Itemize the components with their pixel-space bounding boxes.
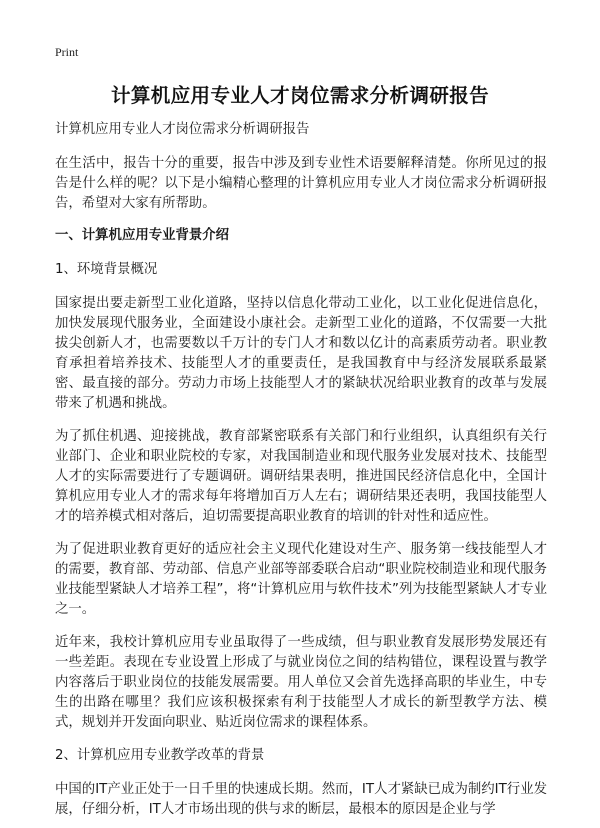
print-link[interactable]: Print (55, 45, 79, 59)
body-paragraph: 近年来，我校计算机应用专业虽取得了一些成绩，但与职业教育发展形势发展还有一些差距。表现在专业设置上形成了与就业岗位之间的结构错位，课程设置与教学内容落后于职业岗位的技能发展需要。用人单位又会首先选择高职的毕业生，中专生的出路在哪里？我们应该积极探索有利于技能型人才成长的新型教学方法、模式，规划并开发面向职业、贴近岗位需求的课程体系。 (55, 635, 547, 730)
document-body (55, 120, 547, 828)
body-paragraph: 中国的IT产业正处于一日千里的快速成长期。然而，IT人才紧缺已成为制约IT行业发展，仔细分析，IT人才市场出现的供与求的断层，最根本的原因是企业与学 (55, 782, 547, 817)
body-paragraph: 为了促进职业教育更好的适应社会主义现代化建设对生产、服务第一线技能型人才的需要，教育部、劳动部、信息产业部等部委联合启动“职业院校制造业和现代服务业技能型紧缺人才培养工程”，将“计算机应用与软件技术”列为技能型紧缺人才专业之一。 (55, 542, 547, 617)
section-heading-background: 一、计算机应用专业背景介绍 (55, 228, 230, 243)
document-title: 计算机应用专业人才岗位需求分析调研报告 (110, 84, 490, 107)
body-paragraph: 为了抓住机遇、迎接挑战，教育部紧密联系有关部门和行业组织，认真组织有关行业部门、企业和职业院校的专家，对我国制造业和现代服务业发展对技术、技能型人才的实际需要进行了专题调研。调研结果表明，推进国民经济信息化中，全国计算机应用专业人才的需求每年将增加百万人左右；调研结果还表明，我国技能型人才的培养模式相对落后，迫切需要提高职业教育的培训的针对性和适应性。 (55, 429, 547, 524)
subsection-heading-environment: 1、环境背景概况 (55, 262, 158, 277)
subsection-heading-reform: 2、计算机应用专业教学改革的背景 (55, 748, 265, 763)
document-subtitle: 计算机应用专业人才岗位需求分析调研报告 (55, 122, 310, 137)
intro-paragraph: 在生活中，报告十分的重要，报告中涉及到专业性术语要解释清楚。你所见过的报告是什么样的呢？以下是小编精心整理的计算机应用专业人才岗位需求分析调研报告，希望对大家有所帮助。 (55, 156, 547, 211)
body-paragraph: 国家提出要走新型工业化道路，坚持以信息化带动工业化，以工业化促进信息化，加快发展现代服务业，全面建设小康社会。走新型工业化的道路，不仅需要一大批拔尖创新人才，也需要数以千万计的专门人才和数以亿计的高素质劳动者。职业教育承担着培养技术、技能型人才的重要责任，是我国教育中与经济发展联系最紧密、最直接的部分。劳动力市场上技能型人才的紧缺状况给职业教育的改革与发展带来了机遇和挑战。 (55, 296, 547, 411)
